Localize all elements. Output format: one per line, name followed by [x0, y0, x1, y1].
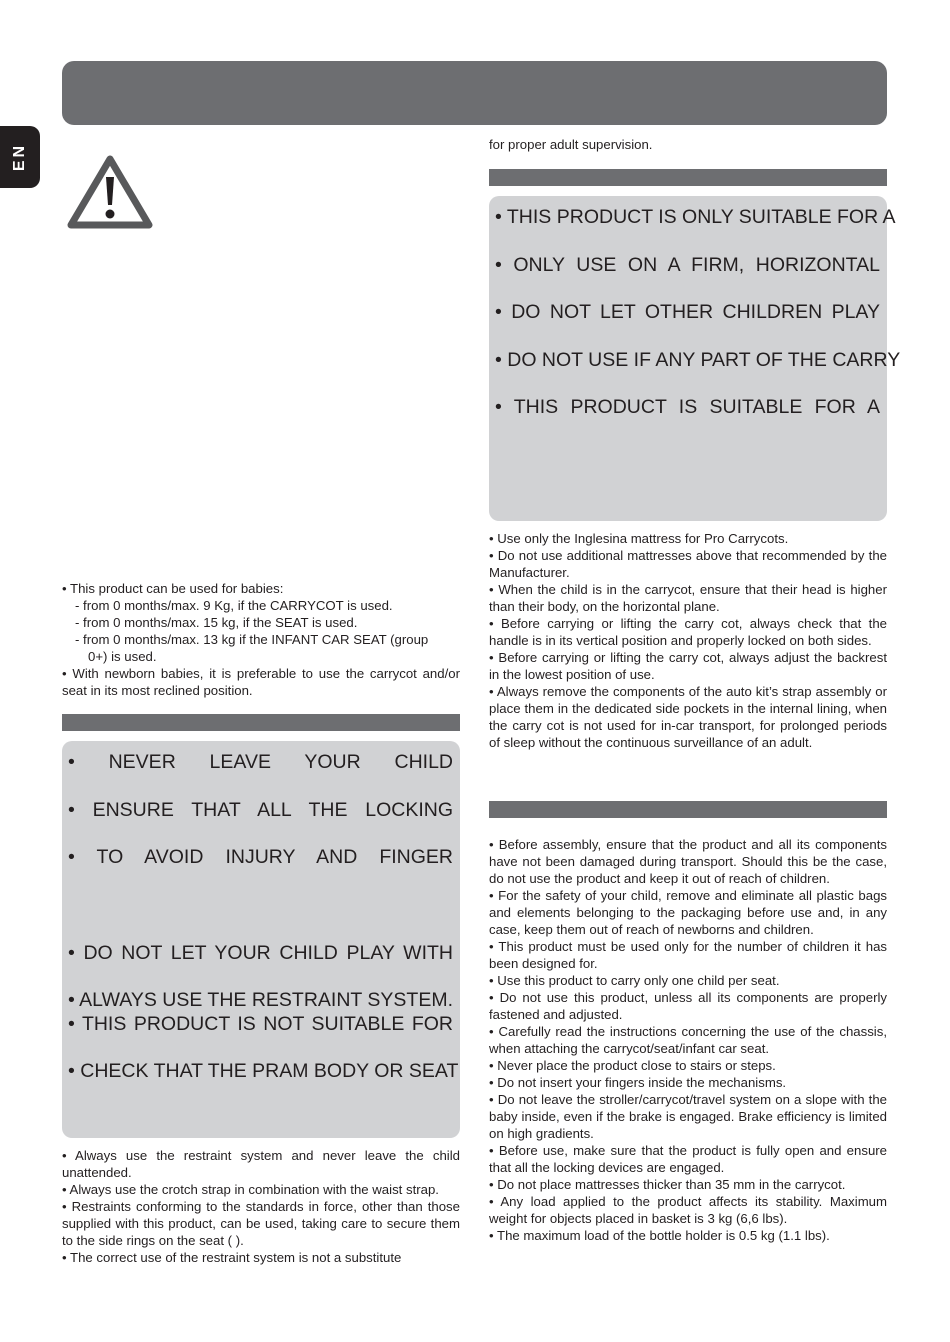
warning-line: • NEVER LEAVE YOUR CHILD [68, 751, 453, 773]
warning-triangle-icon [66, 153, 154, 231]
header-banner [62, 61, 887, 125]
list-item: - from 0 months/max. 9 Kg, if the CARRYCOT is used. [75, 598, 393, 613]
usage-section [62, 580, 460, 699]
list-item: • Do not place mattresses thicker than 35 mm in the carrycot. [489, 1177, 846, 1192]
general-section [489, 836, 887, 1244]
list-item: • This product must be used only for the number of children it has been designed for. [489, 939, 887, 971]
list-item: • The maximum load of the bottle holder is 0.5 kg (1.1 lbs). [489, 1228, 830, 1243]
list-item: • Use only the Inglesina mattress for Pro Carrycots. [489, 531, 789, 546]
list-item: 0+) is used. [88, 649, 157, 664]
list-item: • This product can be used for babies: [62, 581, 284, 596]
list-item: • Before carrying or lifting the carry cot, always adjust the backrest in the lowest position of use. [489, 650, 887, 682]
list-item: • Always use the crotch strap in combination with the waist strap. [62, 1182, 439, 1197]
restraint-section [62, 1147, 460, 1266]
list-item: • Do not use additional mattresses above that recommended by the Manufacturer. [489, 548, 887, 580]
list-item: • With newborn babies, it is preferable to use the carrycot and/or seat in its most reclined position. [62, 666, 460, 698]
warning-line: • ENSURE THAT ALL THE LOCKING [68, 799, 453, 821]
section-bar [489, 801, 887, 818]
section-bar [489, 169, 887, 186]
list-item: • Do not insert your fingers inside the mechanisms. [489, 1075, 787, 1090]
warning-line: • THIS PRODUCT IS SUITABLE FOR A [495, 396, 880, 418]
warning-line: • TO AVOID INJURY AND FINGER [68, 846, 453, 868]
list-item: • Use this product to carry only one child per seat. [489, 973, 780, 988]
warning-line: • ONLY USE ON A FIRM, HORIZONTAL [495, 254, 880, 276]
list-item: • For the safety of your child, remove and eliminate all plastic bags and elements belonging to the packaging before use and, in any case, keep them out of reach of newborns and children. [489, 888, 887, 937]
list-item: • Before assembly, ensure that the product and all its components have not been damaged during transport. Should this be the case, do not use the product and keep it out of reach of children. [489, 837, 887, 886]
list-item: - from 0 months/max. 13 kg if the INFANT CAR SEAT (group [75, 632, 429, 647]
list-item: • Carefully read the instructions concerning the use of the chassis, when attaching the carrycot/seat/infant car seat. [489, 1024, 887, 1056]
warning-line: • DO NOT LET YOUR CHILD PLAY WITH [68, 942, 453, 964]
list-item: - from 0 months/max. 15 kg, if the SEAT is used. [75, 615, 358, 630]
paragraph: for proper adult supervision. [489, 137, 653, 152]
warning-line: • THIS PRODUCT IS ONLY SUITABLE FOR A [495, 206, 896, 228]
continuation-text [489, 136, 887, 153]
warning-line: • CHECK THAT THE PRAM BODY OR SEAT [68, 1060, 459, 1082]
list-item: • Any load applied to the product affects its stability. Maximum weight for objects placed in basket is 3 kg (6,6 lbs). [489, 1194, 887, 1226]
warning-line: • DO NOT LET OTHER CHILDREN PLAY [495, 301, 880, 323]
list-item: • Before carrying or lifting the carry cot, always check that the handle is in its vertical position and properly locked on both sides. [489, 616, 887, 648]
language-tab [0, 126, 40, 188]
list-item: • Do not leave the stroller/carrycot/travel system on a slope with the baby inside, even if the brake is engaged. Brake efficiency is limited on high gradients. [489, 1092, 887, 1141]
language-tab-label: EN [10, 142, 28, 172]
carrycot-section [489, 530, 887, 751]
list-item: • Always remove the components of the auto kit’s strap assembly or place them in the dedicated side pockets in the internal lining, when the carry cot is not used for in-car transport, for prolonged periods of sleep without the continuous surveillance of an adult. [489, 684, 887, 750]
list-item: • Restraints conforming to the standards in force, other than those supplied with this product, can be used, taking care to secure them to the side rings on the seat ( ). [62, 1199, 460, 1248]
list-item: • Do not use this product, unless all its components are properly fastened and adjusted. [489, 990, 887, 1022]
warning-line: • THIS PRODUCT IS NOT SUITABLE FOR [68, 1013, 453, 1035]
list-item: • When the child is in the carrycot, ensure that their head is higher than their body, on the horizontal plane. [489, 582, 887, 614]
list-item: • Always use the restraint system and never leave the child unattended. [62, 1148, 460, 1180]
warning-line: • DO NOT USE IF ANY PART OF THE CARRY [495, 349, 901, 371]
list-item: • The correct use of the restraint system is not a substitute [62, 1250, 402, 1265]
list-item: • Never place the product close to stairs or steps. [489, 1058, 776, 1073]
list-item: • Before use, make sure that the product is fully open and ensure that all the locking devices are engaged. [489, 1143, 887, 1175]
section-bar [62, 714, 460, 731]
warning-line: • ALWAYS USE THE RESTRAINT SYSTEM. [68, 989, 453, 1011]
